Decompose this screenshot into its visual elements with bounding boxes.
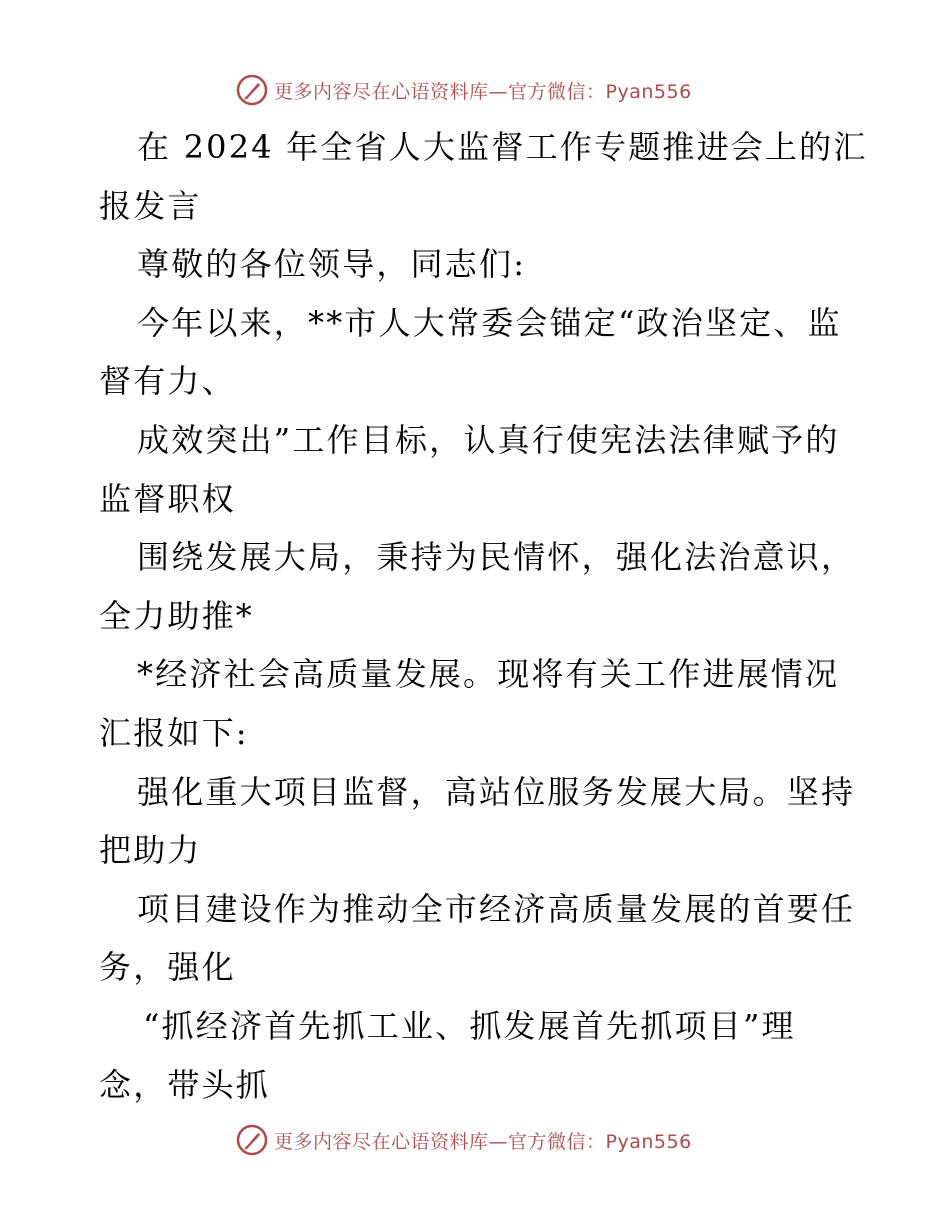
paragraph-line: 督有力、: [99, 362, 236, 401]
quill-pen-icon: [236, 1124, 268, 1156]
title-line-2: 报发言: [99, 186, 202, 225]
paragraph-line: “抓经济首先抓工业、抓发展首先抓项目”理: [143, 1006, 796, 1045]
header-watermark: [236, 72, 692, 108]
paragraph-line: 项目建设作为推动全市经济高质量发展的首要任: [137, 889, 856, 928]
quill-pen-icon: [236, 74, 268, 106]
document-body: [99, 118, 868, 1114]
paragraph-line: 把助力: [99, 831, 202, 870]
paragraph-line: 围绕发展大局，秉持为民情怀，强化法治意识，: [137, 538, 856, 577]
paragraph-line: 务，强化: [99, 948, 236, 987]
paragraph-line: 强化重大项目监督，高站位服务发展大局。坚持: [137, 772, 856, 811]
paragraph-line: 念，带头抓: [99, 1065, 271, 1104]
watermark-text: 更多内容尽在心语资料库—官方微信：Pyan556: [274, 1130, 692, 1153]
paragraph-line: 监督职权: [99, 479, 236, 518]
salutation: 尊敬的各位领导，同志们:: [137, 245, 527, 284]
paragraph-line: 全力助推*: [99, 596, 255, 635]
paragraph-line: *经济社会高质量发展。现将有关工作进展情况: [137, 655, 840, 694]
paragraph-line: 今年以来，**市人大常委会锚定“政治坚定、监: [137, 303, 842, 342]
paragraph-line: 汇报如下:: [99, 713, 249, 752]
watermark-text: 更多内容尽在心语资料库—官方微信：Pyan556: [274, 80, 692, 103]
footer-watermark: [236, 1122, 692, 1158]
title-line-1: 在 2024 年全省人大监督工作专题推进会上的汇: [137, 128, 868, 166]
paragraph-line: 成效突出”工作目标，认真行使宪法法律赋予的: [137, 420, 840, 459]
